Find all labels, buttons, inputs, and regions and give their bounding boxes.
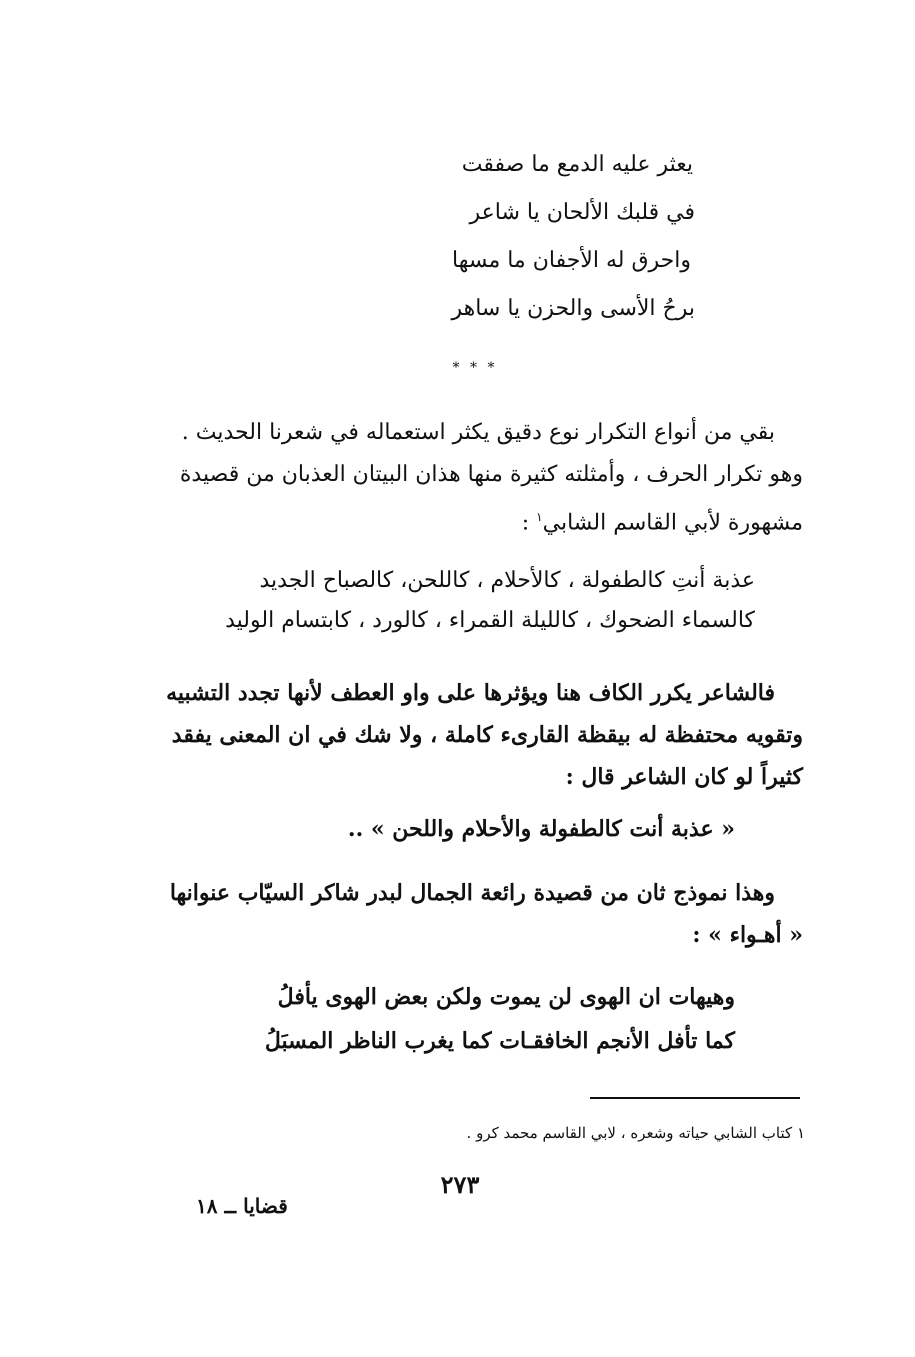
para-two-line-1: فالشاعر يكرر الكاف هنا ويؤثرها على واو العطف لأنها تجدد التشبيه <box>166 680 775 706</box>
para-two-line-3: كثيراً لو كان الشاعر قال : <box>565 764 803 790</box>
para-one-line-2: وهو تكرار الحرف ، وأمثلته كثيرة منها هذان البيتان العذبان من قصيدة <box>179 462 803 487</box>
para-one-line-3-text: مشهورة لأبي القاسم الشابي <box>542 510 803 536</box>
footnote-marker: ١ <box>536 510 543 524</box>
poem-two-line-1: عذبة أنتِ كالطفولة ، كالأحلام ، كاللحن، كالصباح الجديد <box>259 568 755 593</box>
footnote-divider <box>590 1097 800 1099</box>
running-footer: قضايا ــ ١٨ <box>196 1194 288 1218</box>
para-two-line-2: وتقويه محتفظة له بيقظة القارىء كاملة ، ولا شك في ان المعنى يفقد <box>171 722 803 748</box>
para-three-line-2: « أهـواء » : <box>692 922 803 948</box>
poem-one-line-4: برحُ الأسى والحزن يا ساهر <box>451 296 695 321</box>
poem-two-line-2: كالسماء الضحوك ، كالليلة القمراء ، كالورد ، كابتسام الوليد <box>225 608 755 633</box>
poem-three-line-2: كما تأفل الأنجم الخافقـات كما يغرب الناظر المسبَلُ <box>264 1028 735 1054</box>
poem-one-line-3: واحرق له الأجفان ما مسها <box>451 248 691 273</box>
section-separator: * * * <box>452 360 498 376</box>
quoted-line: « عذبة أنت كالطفولة والأحلام واللحن » .. <box>347 816 735 842</box>
para-one-line-1: بقي من أنواع التكرار نوع دقيق يكثر استعماله في شعرنا الحديث . <box>181 420 775 445</box>
poem-one-line-2: في قلبك الألحان يا شاعر <box>469 200 695 225</box>
para-one-line-3 <box>522 502 803 538</box>
para-three-line-1: وهذا نموذج ثان من قصيدة رائعة الجمال لبدر شاكر السيّاب عنوانها <box>169 880 775 906</box>
poem-three-line-1: وهيهات ان الهوى لن يموت ولكن بعض الهوى يأفلُ <box>277 984 735 1010</box>
para-one-line-3-colon: : <box>521 510 530 536</box>
page-number: ٢٧٣ <box>440 1170 480 1199</box>
poem-one-line-1: يعثر عليه الدمع ما صفقت <box>461 152 693 177</box>
footnote: ١ كتاب الشابي حياته وشعره ، لابي القاسم محمد كرو . <box>466 1124 805 1142</box>
